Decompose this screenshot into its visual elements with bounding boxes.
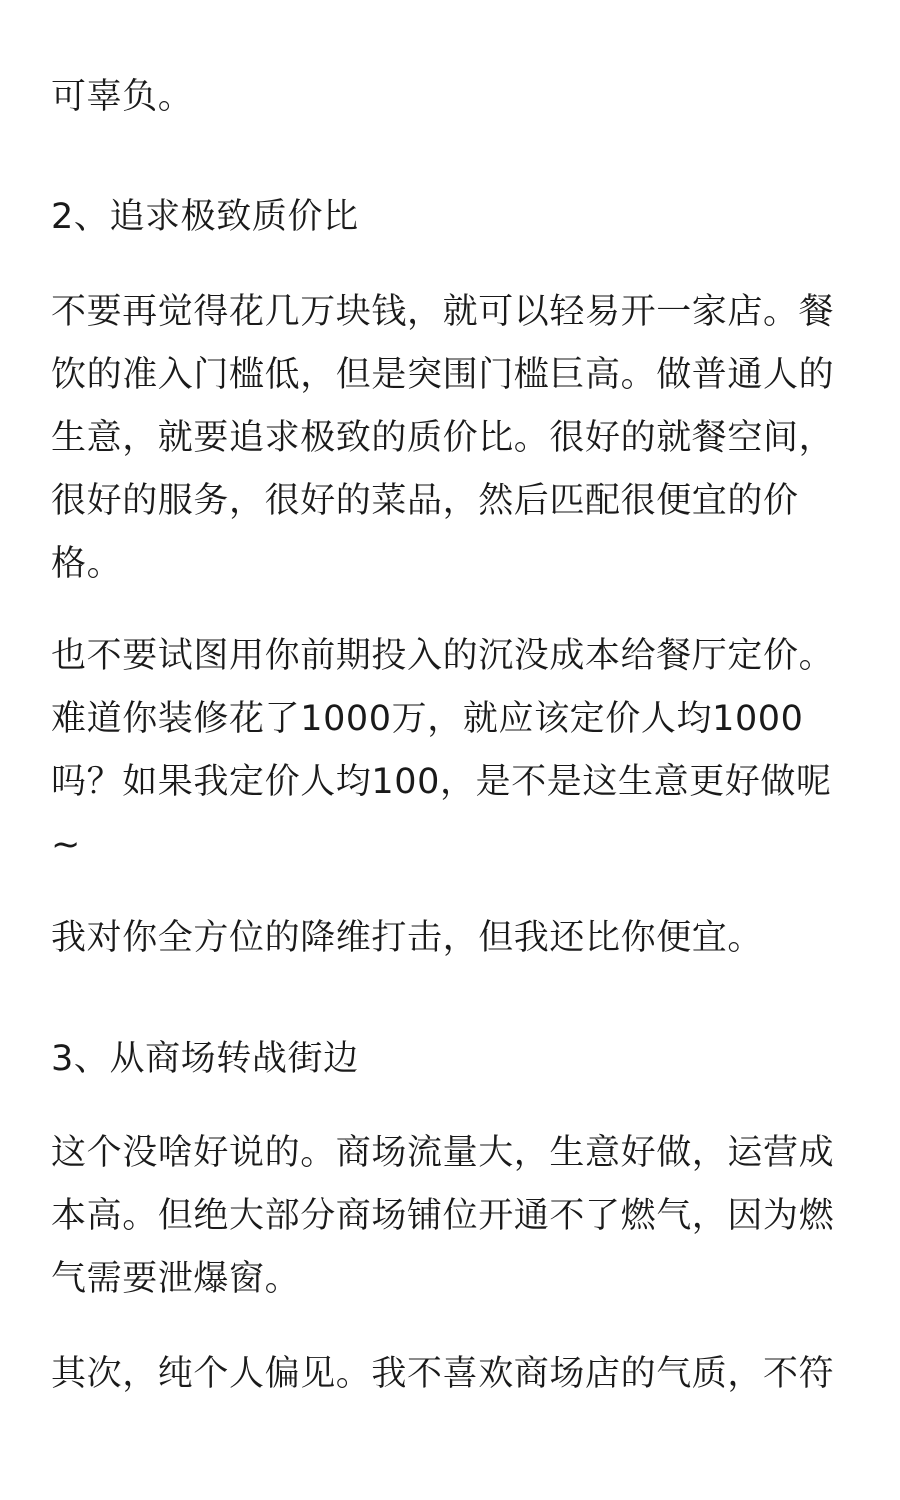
paragraph-sunk-cost: 也不要试图用你前期投入的沉没成本给餐厅定价。难道你装修花了1000万，就应该定价人均1000吗？如果我定价人均100，是不是这生意更好做呢~ bbox=[51, 636, 835, 865]
paragraph-price-value: 不要再觉得花几万块钱，就可以轻易开一家店。餐饮的准入门槛低，但是突围门槛巨高。做普通人的生意，就要追求极致的质价比。很好的就餐空间，很好的服务，很好的菜品，然后匹配很便宜的价格。 bbox=[51, 292, 835, 584]
section-heading-2: 2、追求极致质价比 bbox=[51, 197, 359, 237]
paragraph-personal-bias: 其次，纯个人偏见。我不喜欢商场店的气质，不符 bbox=[51, 1354, 835, 1394]
paragraph-fragment: 可辜负。 bbox=[51, 77, 194, 117]
paragraph-dimension-strike: 我对你全方位的降维打击，但我还比你便宜。 bbox=[51, 918, 764, 958]
paragraph-mall-vs-street: 这个没啥好说的。商场流量大，生意好做，运营成本高。但绝大部分商场铺位开通不了燃气，因为燃气需要泄爆窗。 bbox=[51, 1133, 835, 1299]
section-heading-3: 3、从商场转战街边 bbox=[51, 1039, 359, 1079]
